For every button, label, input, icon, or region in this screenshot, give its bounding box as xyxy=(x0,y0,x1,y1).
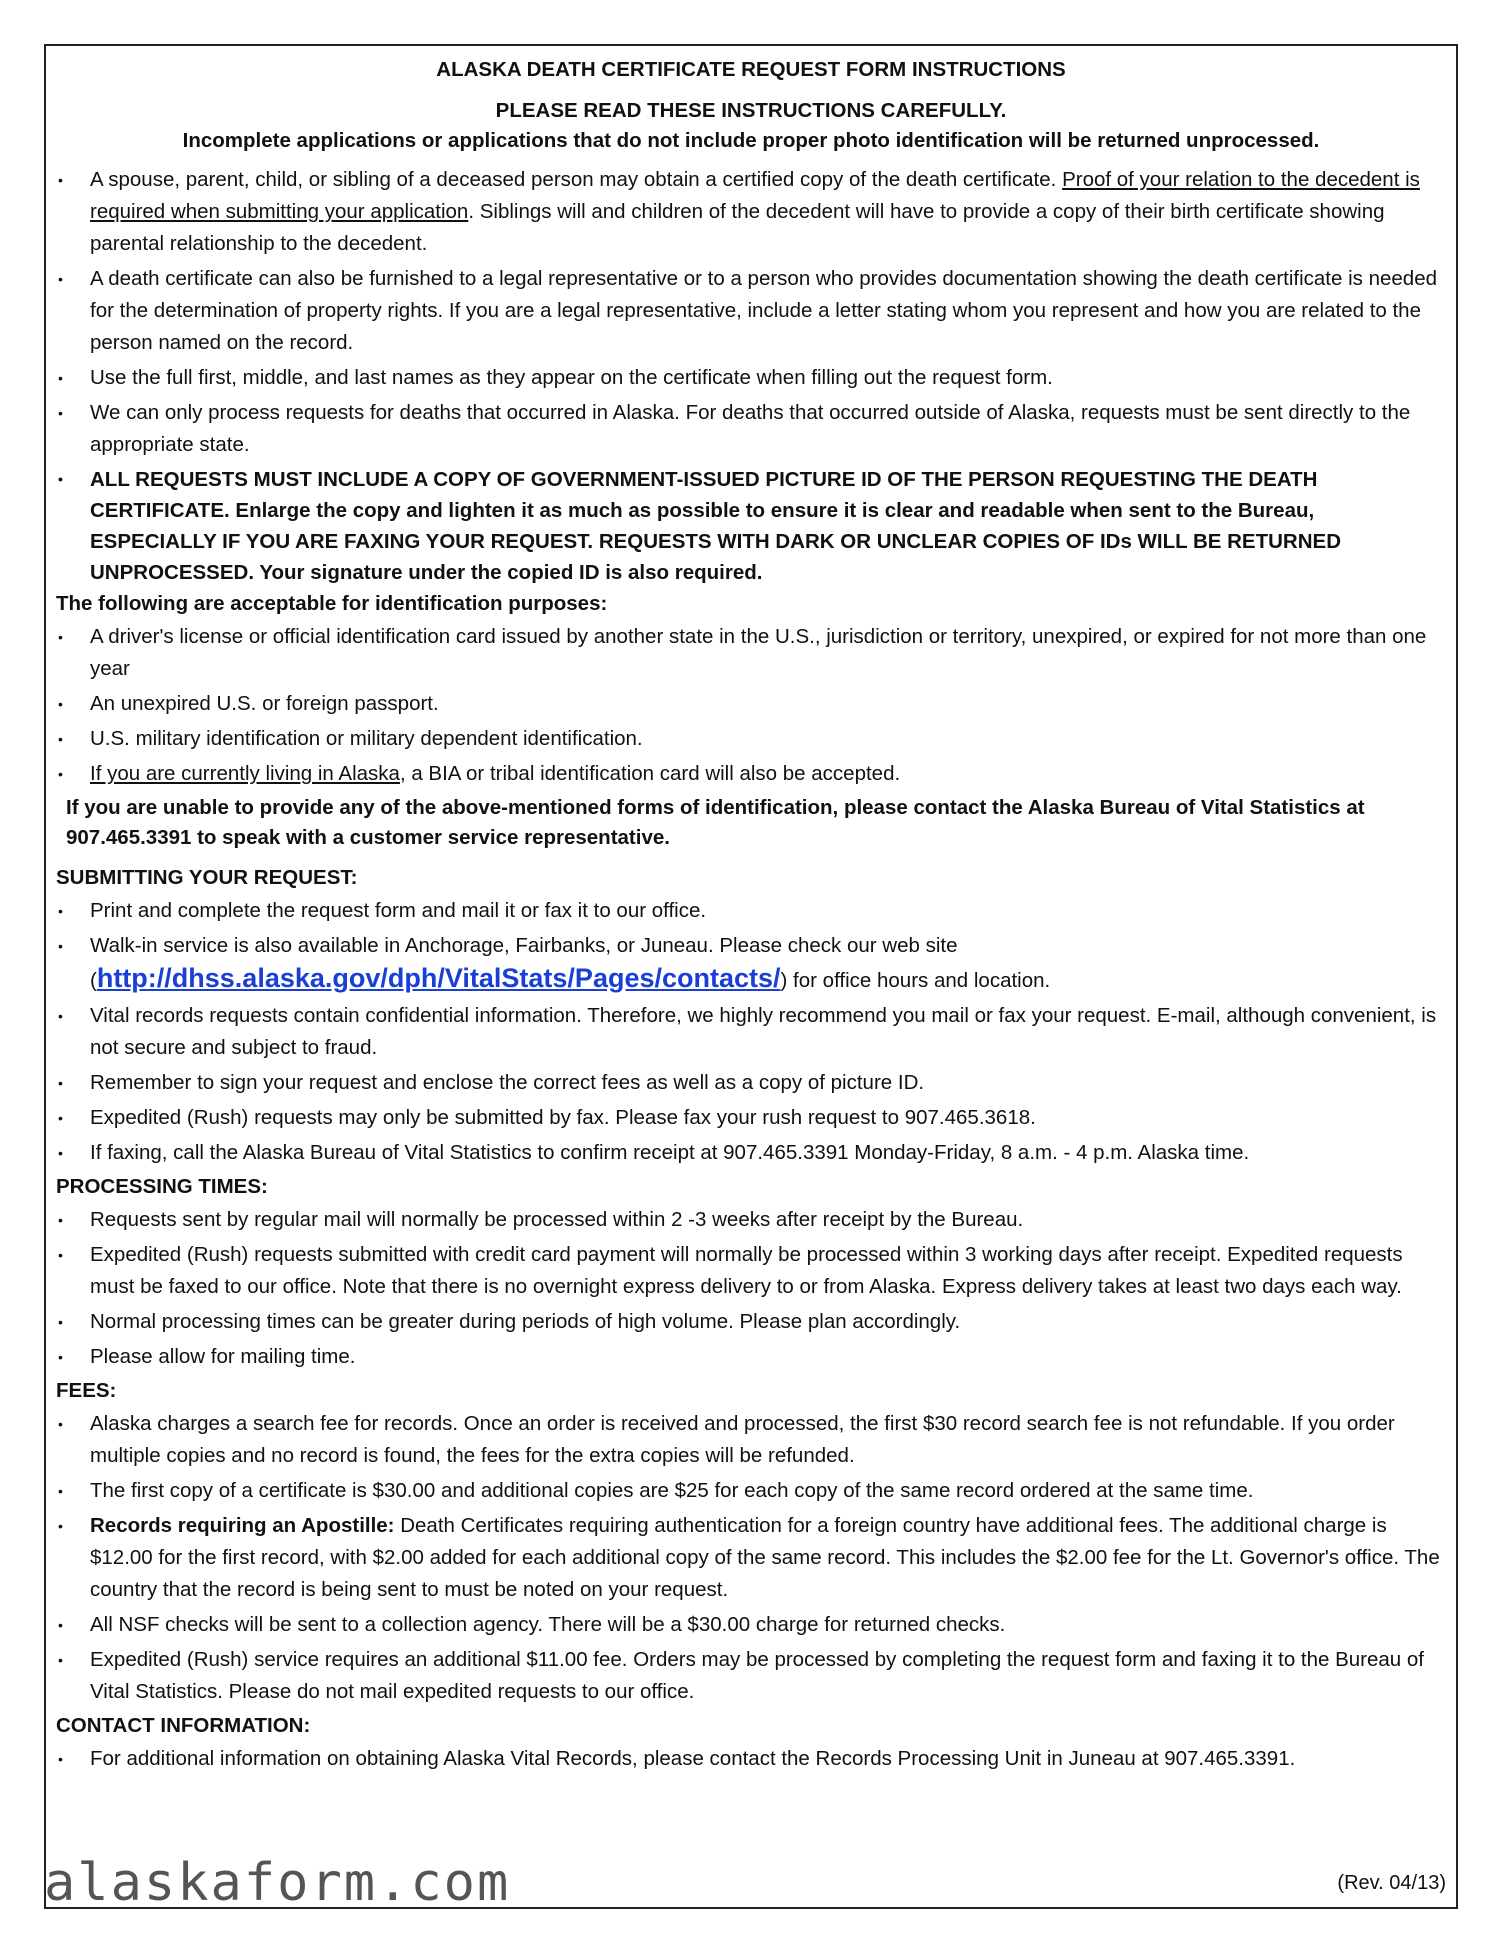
list-item: • A death certificate can also be furnished to a legal representative or to a person who provides documentation showing the death certificate is needed for the determination of property rights. If you are a legal representative, include a letter stating whom you represent and how you are related to the person named on the record. xyxy=(56,263,1446,359)
list-item: • We can only process requests for deaths that occurred in Alaska. For deaths that occurred outside of Alaska, requests must be sent directly to the appropriate state. xyxy=(56,397,1446,461)
fees-list xyxy=(56,1408,1446,1708)
list-item: • Normal processing times can be greater during periods of high volume. Please plan accordingly. xyxy=(56,1306,1446,1338)
list-item: • Expedited (Rush) requests submitted with credit card payment will normally be processed within 3 working days after receipt. Expedited requests must be faxed to our office. Note that there is no overnight express delivery to or from Alaska. Express delivery takes at least two days each way. xyxy=(56,1239,1446,1303)
read-carefully-notice: PLEASE READ THESE INSTRUCTIONS CAREFULLY. xyxy=(495,99,1007,122)
processing-heading: PROCESSING TIMES: xyxy=(56,1175,268,1198)
processing-list xyxy=(56,1204,1446,1373)
list-item: • Records requiring an Apostille: Death Certificates requiring authentication for a foreign country have additional fees. The additional charge is $12.00 for the first record, with $2.00 added for each additional copy of the same record. This includes the $2.00 fee for the Lt. Governor's office. The country that the record is being sent to must be noted on your request. xyxy=(56,1510,1446,1606)
list-item: • A spouse, parent, child, or sibling of a deceased person may obtain a certified copy of the death certificate. Proof of your relation to the decedent is required when submitting your application. Siblings will and children of the decedent will have to provide a copy of their birth certificate showing parental relationship to the decedent. xyxy=(56,164,1446,260)
list-item: • Expedited (Rush) requests may only be submitted by fax. Please fax your rush request to 907.465.3618. xyxy=(56,1102,1446,1134)
contact-heading: CONTACT INFORMATION: xyxy=(56,1714,311,1737)
list-item: • An unexpired U.S. or foreign passport. xyxy=(56,688,1446,720)
id-list xyxy=(56,621,1446,790)
list-item: • If you are currently living in Alaska, a BIA or tribal identification card will also be accepted. xyxy=(56,758,1446,790)
list-item: • The first copy of a certificate is $30.00 and additional copies are $25 for each copy of the same record ordered at the same time. xyxy=(56,1475,1446,1507)
submitting-list xyxy=(56,895,1446,1169)
fees-heading: FEES: xyxy=(56,1379,117,1402)
list-item: • U.S. military identification or military dependent identification. xyxy=(56,723,1446,755)
list-item: • Use the full first, middle, and last names as they appear on the certificate when filling out the request form. xyxy=(56,362,1446,394)
document-title: ALASKA DEATH CERTIFICATE REQUEST FORM INSTRUCTIONS xyxy=(436,58,1066,81)
list-item: • A driver's license or official identification card issued by another state in the U.S., jurisdiction or territory, unexpired, or expired for not more than one year xyxy=(56,621,1446,685)
watermark: alaskaform.com xyxy=(44,1853,511,1913)
proof-requirement: Proof of your relation to the decedent is required when submitting your application xyxy=(90,168,1420,223)
revision-date: (Rev. 04/13) xyxy=(1337,1872,1446,1894)
id-contact-note: If you are unable to provide any of the above-mentioned forms of identification, please contact the Alaska Bureau of Vital Statistics at 907.465.3391 to speak with a customer service representative. xyxy=(66,796,1365,849)
contact-list xyxy=(56,1743,1446,1775)
list-item: • Please allow for mailing time. xyxy=(56,1341,1446,1373)
photo-id-requirement: • ALL REQUESTS MUST INCLUDE A COPY OF GOVERNMENT-ISSUED PICTURE ID OF THE PERSON REQUESTING THE DEATH CERTIFICATE. Enlarge the copy and lighten it as much as possible to ensure it is clear and readable when sent to the Bureau, ESPECIALLY IF YOU ARE FAXING YOUR REQUEST. REQUESTS WITH DARK OR UNCLEAR COPIES OF IDs WILL BE RETURNED UNPROCESSED. Your signature under the copied ID is also required. xyxy=(56,464,1446,588)
list-item: • Requests sent by regular mail will normally be processed within 2 -3 weeks after receipt by the Bureau. xyxy=(56,1204,1446,1236)
id-section-heading: The following are acceptable for identification purposes: xyxy=(56,592,608,615)
apostille-label: Records requiring an Apostille: xyxy=(90,1514,395,1537)
instructions-document xyxy=(56,54,1446,1778)
submitting-heading: SUBMITTING YOUR REQUEST: xyxy=(56,866,358,889)
list-item: • Walk-in service is also available in Anchorage, Fairbanks, or Juneau. Please check our web site (http://dhss.alaska.gov/dph/VitalStats/Pages/contacts/) for office hours and location. xyxy=(56,930,1446,997)
list-item: • For additional information on obtaining Alaska Vital Records, please contact the Records Processing Unit in Juneau at 907.465.3391. xyxy=(56,1743,1446,1775)
list-item: • Expedited (Rush) service requires an additional $11.00 fee. Orders may be processed by completing the request form and faxing it to the Bureau of Vital Statistics. Please do not mail expedited requests to our office. xyxy=(56,1644,1446,1708)
list-item: • Alaska charges a search fee for records. Once an order is received and processed, the first $30 record search fee is not refundable. If you order multiple copies and no record is found, the fees for the extra copies will be refunded. xyxy=(56,1408,1446,1472)
contacts-link[interactable]: http://dhss.alaska.gov/dph/VitalStats/Pages/contacts/ xyxy=(96,963,781,993)
alaska-residency-condition: If you are currently living in Alaska xyxy=(90,762,400,785)
list-item: • Vital records requests contain confidential information. Therefore, we highly recommend you mail or fax your request. E-mail, although convenient, is not secure and subject to fraud. xyxy=(56,1000,1446,1064)
list-item: • All NSF checks will be sent to a collection agency. There will be a $30.00 charge for returned checks. xyxy=(56,1609,1446,1641)
incomplete-warning: Incomplete applications or applications that do not include proper photo identification will be returned unprocessed. xyxy=(182,129,1320,152)
list-item: • Print and complete the request form and mail it or fax it to our office. xyxy=(56,895,1446,927)
eligibility-list xyxy=(56,164,1446,588)
list-item: • If faxing, call the Alaska Bureau of Vital Statistics to confirm receipt at 907.465.3391 Monday-Friday, 8 a.m. - 4 p.m. Alaska time. xyxy=(56,1137,1446,1169)
list-item: • Remember to sign your request and enclose the correct fees as well as a copy of picture ID. xyxy=(56,1067,1446,1099)
